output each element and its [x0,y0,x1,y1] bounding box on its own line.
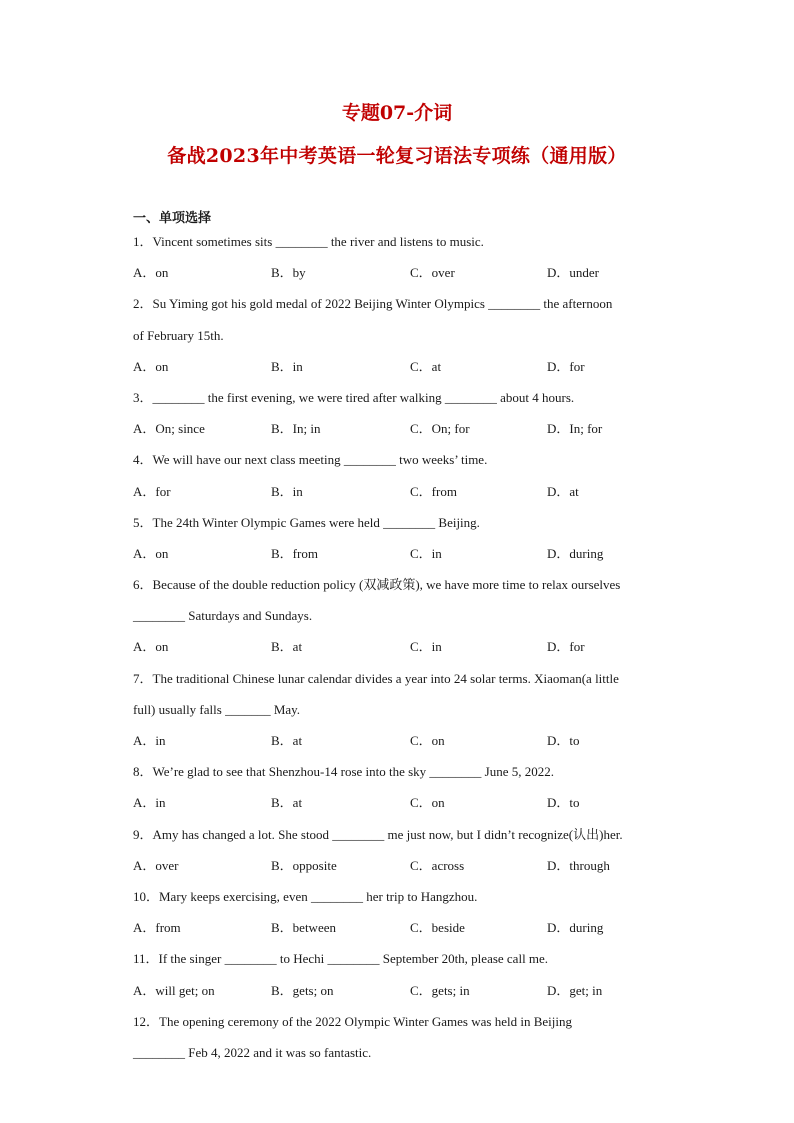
question-item [133,382,673,444]
option-row [133,912,673,943]
question-text: 7．The traditional Chinese lunar calendar divides a year into 24 solar terms. Xiaoman(a little [133,670,619,686]
question-text: 2．Su Yiming got his gold medal of 2022 Beijing Winter Olympics ________ the afternoon [133,296,613,312]
answer-option: D．at [547,483,579,499]
answer-option: B．at [271,795,303,811]
question-text: 10．Mary keeps exercising, even ________ her trip to Hangzhou. [133,888,478,904]
question-text: 12．The opening ceremony of the 2022 Olympic Winter Games was held in Beijing [133,1013,572,1029]
answer-option: B．from [271,545,318,561]
question-text: ________ Feb 4, 2022 and it was so fantastic. [133,1044,372,1060]
answer-option: B．In; in [271,421,321,437]
answer-option: A．on [133,265,169,281]
option-row [133,257,673,288]
answer-option: B．by [271,265,306,281]
answer-option: C．in [410,545,442,561]
option-row [133,413,673,444]
answer-option: B．at [271,639,303,655]
option-row [133,787,673,818]
answer-option: A．in [133,733,166,748]
question-item [133,756,673,818]
answer-option: D．get; in [547,982,603,998]
question-item [133,819,673,881]
answer-option: B．in [271,358,303,374]
option-row [133,351,673,382]
option-row [133,476,673,507]
answer-option: C．over [410,265,455,281]
answer-option: A．will get; on [133,982,215,998]
document-title: 专题07-介词 [341,102,453,124]
answer-option: C．in [410,639,442,655]
answer-option: C．gets; in [410,982,470,998]
answer-option: D．through [547,857,610,873]
question-item [133,507,673,569]
question-text: of February 15th. [133,327,224,343]
answer-option: A．on [133,639,169,655]
answer-option: C．from [410,483,457,499]
answer-option: D．for [547,358,585,374]
section-heading: 一、单项选择 [133,211,212,226]
question-item [133,444,673,506]
option-row [133,631,673,662]
question-item [133,569,673,663]
answer-option: B．in [271,483,303,499]
answer-option: D．during [547,545,604,561]
option-row [133,725,673,756]
answer-option: A．On; since [133,421,205,437]
answer-option: C．On; for [410,421,470,437]
answer-option: A．from [133,920,181,936]
question-text: 6．Because of the double reduction policy (双减政策), we have more time to relax ourselves [133,577,621,593]
question-text: full) usually falls _______ May. [133,701,301,717]
answer-option: B．between [271,920,336,936]
question-text: 9．Amy has changed a lot. She stood ________ me just now, but I didn’t recognize(认出)her. [133,826,623,842]
answer-option: B．gets; on [271,982,334,998]
answer-option: B．opposite [271,857,337,873]
answer-option: D．to [547,795,580,811]
option-row [133,538,673,569]
answer-option: A．on [133,545,169,561]
question-list [133,226,673,1068]
answer-option: C．beside [410,920,465,936]
question-item [133,881,673,943]
document-subtitle: 备战2023年中考英语一轮复习语法专项练（通用版） [167,145,627,167]
question-text: 8．We’re glad to see that Shenzhou-14 rose into the sky ________ June 5, 2022. [133,764,555,780]
answer-option: B．at [271,733,303,748]
answer-option: C．at [410,358,442,374]
answer-option: C．across [410,857,465,873]
answer-option: D．during [547,920,604,936]
question-text: ________ Saturdays and Sundays. [133,608,313,624]
question-item [133,663,673,757]
question-text: 11．If the singer ________ to Hechi ________ September 20th, please call me. [133,951,549,967]
question-item [133,226,673,288]
question-text: 4．We will have our next class meeting ________ two weeks’ time. [133,452,488,468]
answer-option: D．to [547,733,580,748]
question-text: 1．Vincent sometimes sits ________ the river and listens to music. [133,234,484,249]
answer-option: D．In; for [547,421,603,437]
answer-option: D．for [547,639,585,655]
answer-option: C．on [410,795,445,811]
question-item [133,1006,673,1068]
question-text: 5．The 24th Winter Olympic Games were held ________ Beijing. [133,514,480,530]
answer-option: A．on [133,358,169,374]
option-row [133,975,673,1006]
question-item [133,943,673,1005]
answer-option: A．over [133,857,179,873]
answer-option: C．on [410,733,445,748]
option-row [133,850,673,881]
question-text: 3．________ the first evening, we were tired after walking ________ about 4 hours. [133,389,575,405]
answer-option: D．under [547,265,599,281]
answer-option: A．for [133,483,171,499]
answer-option: A．in [133,795,166,811]
question-item [133,288,673,382]
